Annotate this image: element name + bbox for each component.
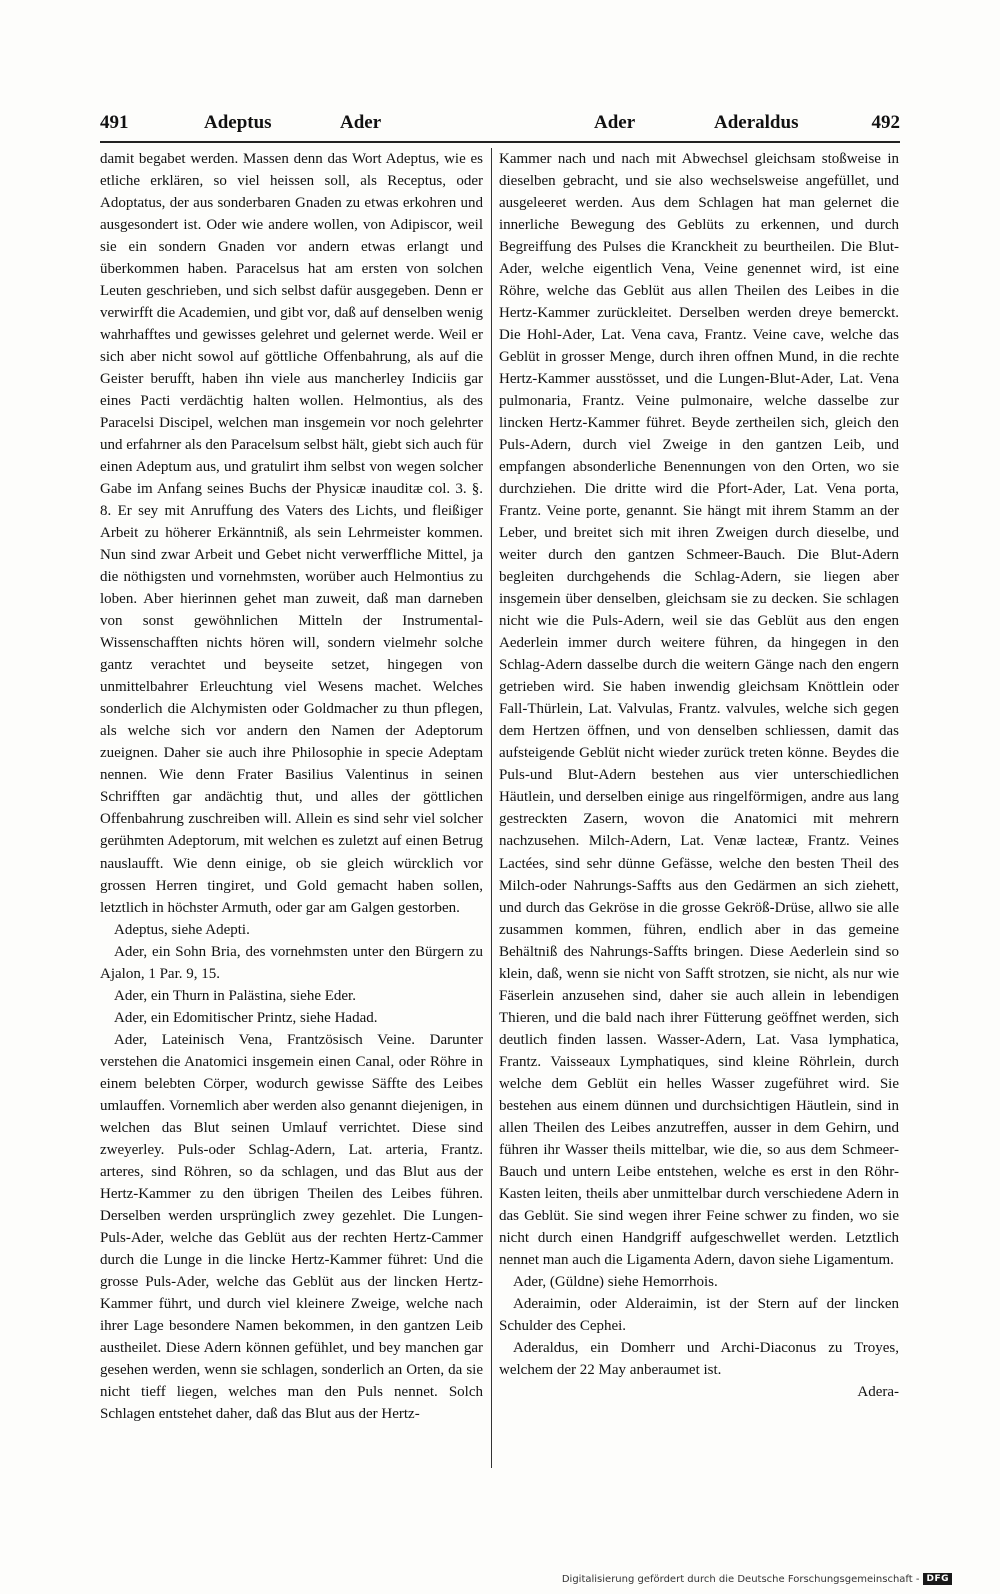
catchword-right-2: Aderaldus (714, 112, 799, 133)
entry-ader-son-of-bria: Ader, ein Sohn Bria, des vornehmsten unter den Bürgern zu Ajalon, 1 Par. 9, 15. (100, 943, 483, 982)
catchword-right-1: Ader (594, 112, 636, 133)
page-number-right: 492 (871, 112, 900, 133)
entry-aderaimin: Aderaimin, oder Alderaimin, ist der Stern auf der lincken Schulder des Cephei. (499, 1295, 899, 1334)
footer-text: Digitalisierung gefördert durch die Deutsche Forschungsgemeinschaft - (561, 1573, 920, 1585)
catchword-left-2: Ader (340, 112, 382, 133)
entry-ader-vena: Ader, Lateinisch Vena, Frantzösisch Veine. Darunter verstehen die Anatomici insgemein einen Canal, oder Röhre in einem belebten Cörper, wodurch gewisse Säffte des Leibes umlauffen. Vornemlich aber werden also genannt diejenigen, in welchen das Blut seinen Umlauf verrichtet. Diese sind zweyerley. Puls-oder Schlag-Adern, Lat. arteria, Frantz. arteres, sind Röhren, so da schlagen, und das Blut aus der Hertz-Kammer zu den übrigen Theilen des Leibes führen. Derselben werden ursprünglich zwey gezehlet. Die Lungen-Puls-Ader, welche das Geblüt aus der rechten Hertz-Cammer durch die Lunge in die lincke Hertz-Kammer führet: Und die grosse Puls-Ader, welche das Geblüt aus der lincken Hertz-Kammer führt, und durch viel kleinere Zweige, welche nach ihrer Lage besondere Namen bekommen, in den gantzen Leib austheilet. Diese Adern können gefühlet, und bey manchen gar gesehen werden, wenn sie schlagen, sonderlich an Orten, da sie nicht tieff liegen, welches man den Puls nennet. Solch Schlagen entstehet daher, daß das Blut aus der Hertz- (100, 1031, 483, 1422)
page-number-left: 491 (100, 112, 129, 133)
entry-aderaldus: Aderaldus, ein Domherr und Archi-Diaconus zu Troyes, welchem der 22 May anberaumet ist. (499, 1339, 899, 1378)
left-column (100, 148, 483, 1425)
entry-adeptus-see: Adeptus, siehe Adepti. (114, 921, 250, 938)
header-rule (100, 141, 900, 143)
entry-ader-tower: Ader, ein Thurn in Palästina, siehe Eder. (114, 987, 356, 1004)
entry-ader-prince: Ader, ein Edomitischer Printz, siehe Hadad. (114, 1009, 378, 1026)
dfg-logo-icon: DFG (923, 1573, 952, 1585)
digitization-footer (562, 1571, 952, 1587)
catchword-left-1: Adeptus (204, 112, 272, 133)
column-divider (491, 148, 492, 1468)
catchword-next-page: Adera- (857, 1383, 899, 1400)
entry-adeptus-continued: damit begabet werden. Massen denn das Wort Adeptus, wie es etliche erklären, so viel heissen soll, als Receptus, oder Adoptatus, der aus sonderbaren Gnaden zu etwas erkohren und ausgesondert ist. Oder wie andere wollen, von Adipiscor, weil sie ein sondern Gnaden vor andern etwas erlangt und überkommen haben. Paracelsus hat am ersten von solchen Leuten geschrieben, und sich selbst dafür ausgegeben. Denn er verwirfft die Academien, und gibt vor, daß auf denselben wenig wahrhafftes und gewisses gelehret und gelernet werde. Weil er sich aber nicht sowol auf göttliche Offenbahrung, als auf die Geister berufft, haben ihn viele aus mancherley Indiciis gar eines Pacti verdächtig halten wollen. Helmontius, als des Paracelsi Discipel, welchen man insgemein vor noch gelehrter und erfahrner als den Paracelsum selbst hält, giebt sich auch für einen Adeptum aus, und gratulirt ihm selbst von wegen solcher Gabe im Anfang seines Buchs der Physicæ inauditæ col. 3. §. 8. Er sey mit Anruffung des Vaters des Lichts, und fleißiger Arbeit zu höherer Erkänntniß, als sein Lehrmeister kommen. Nun sind zwar Arbeit und Gebet nicht verwerffliche Mittel, ja die nöthigsten und vornehmsten, worüber auch Helmontius zu loben. Aber hierinnen gehet man zuweit, daß man darneben von sonst gewöhnlichen Mitteln der Instrumental-Wissenschafften nichts hören will, sondern vielmehr solche gantz verachtet und beyseite setzet, hingegen von unmittelbahrer Erleuchtung viel Wesens machet. Welches sonderlich die Alchymisten oder Goldmacher zu thun pflegen, als welche sich vor andern den Namen der Adeptorum zueignen. Daher sie auch ihre Philosophie in specie Adeptam nennen. Wie denn Frater Basilius Valentinus in seinen Schrifften gar andächtig thut, und alles der göttlichen Offenbahrung zuschreiben will. Allein es sind sehr viel solcher gerühmten Adeptorum, mit welchen es zuletzt auf einen Betrug nauslaufft. Wie denn einige, ob sie gleich würcklich vor grossen Herren tingiret, und Gold gemacht haben sollen, letztlich in höchster Armuth, oder gar am Galgen gestorben. (100, 151, 483, 916)
entry-ader-vena-continued: Kammer nach und nach mit Abwechsel gleichsam stoßweise in dieselben gebracht, und sie also wechselsweise angefüllet, und ausgeleeret werden. Aus dem Schlagen hat man gelernet die innerliche Bewegung des Geblüts zu erkennen, und durch Begreiffung des Pulses die Kranckheit zu beurtheilen. Die Blut-Ader, welche eigentlich Vena, Veine genennet wird, ist eine Röhre, welche das Geblüt aus allen Theilen des Leibes in die Hertz-Kammer zurückleitet. Derselben werden dreye bemerckt. Die Hohl-Ader, Lat. Vena cava, Frantz. Veine cave, welche das Geblüt in grosser Menge, durch ihren offnen Mund, in die rechte Hertz-Kammer ausstösset, und die Lungen-Blut-Ader, Lat. Vena pulmonaria, Frantz. Veine pulmonaire, welche dasselbe zur lincken Hertz-Kammer führet. Beyde zertheilen sich, gleich den Puls-Adern, durch viel Zweige in den gantzen Leib, und empfangen absonderliche Benennungen von den Orten, wo sie durchziehen. Die dritte wird die Pfort-Ader, Lat. Vena porta, Frantz. Veine porte, genannt. Sie hängt mit ihrem Stamm an der Leber, und breitet sich mit ihren Zweigen durch dieselbe, und weiter durch den gantzen Schmeer-Bauch. Die Blut-Adern begleiten durchgehends die Schlag-Adern, sie liegen aber insgemein über denselben, gleichsam sie zu decken. Sie schlagen nicht wie die Puls-Adern, weil sie das Geblüt aus den engen Aederlein immer durch weitere führen, da hingegen in den Schlag-Adern dasselbe durch die weitern Gänge nach den engern getrieben wird. Sie haben inwendig gleichsam Knöttlein oder Fall-Thürlein, Lat. Valvulas, Frantz. valvules, welche sich gegen dem Hertzen öffnen, und von denselben schliessen, damit das aufsteigende Geblüt nicht wieder zurück treten könne. Beydes die Puls-und Blut-Adern bestehen aus vier unterschiedlichen Häutlein, und derselben einige aus ringelförmigen, andre aus lang gestreckten Zasern, wovon die Anatomici mit mehrern nachzusehen. Milch-Adern, Lat. Venæ lacteæ, Frantz. Veines Lactées, sind sehr dünne Gefässe, welche den besten Theil des Milch-oder Nahrungs-Saffts aus den Gedärmen an sich ziehett, und durch das Gekröse in die grosse Gekröß-Drüse, allwo sie alle zusammen kommen, führen, endlich aber in das gemeine Behältniß des Nahrungs-Saffts bringen. Diese Aederlein sind so klein, daß, wenn sie nicht von Safft strotzen, sie nicht, als nur wie Fäserlein anzusehen sind, daher sie auch allein in lebendigen Thieren, und die bald nach ihrer Fütterung geöffnet werden, sich deutlich finden lassen. Wasser-Adern, Lat. Vasa lymphatica, Frantz. Vaisseaux Lymphatiques, sind kleine Röhrlein, durch welche dem Geblüt ein helles Wasser zugeführet wird. Sie bestehen aus einem dünnen und durchsichtigen Häutlein, sind in allen Theilen des Leibes anzutreffen, ausser in dem Gehirn, und führen ihr Wasser theils mittelbar, wie die, so aus dem Schmeer-Bauch und untern Leibe entstehen, welche es erst in den Röhr-Kasten leiten, theils aber unmittelbar durch verschiedene Adern in das Geblüt. Sie sind wegen ihrer Feine schwer zu finden, wo sie nicht durch einen Handgriff aufgeschwellet werden. Letztlich nennet man auch die Ligamenta Adern, davon siehe Ligamentum. (499, 151, 899, 1268)
right-column (499, 148, 899, 1403)
entry-ader-gueldne: Ader, (Güldne) siehe Hemorrhois. (513, 1273, 718, 1290)
running-header (100, 108, 900, 142)
